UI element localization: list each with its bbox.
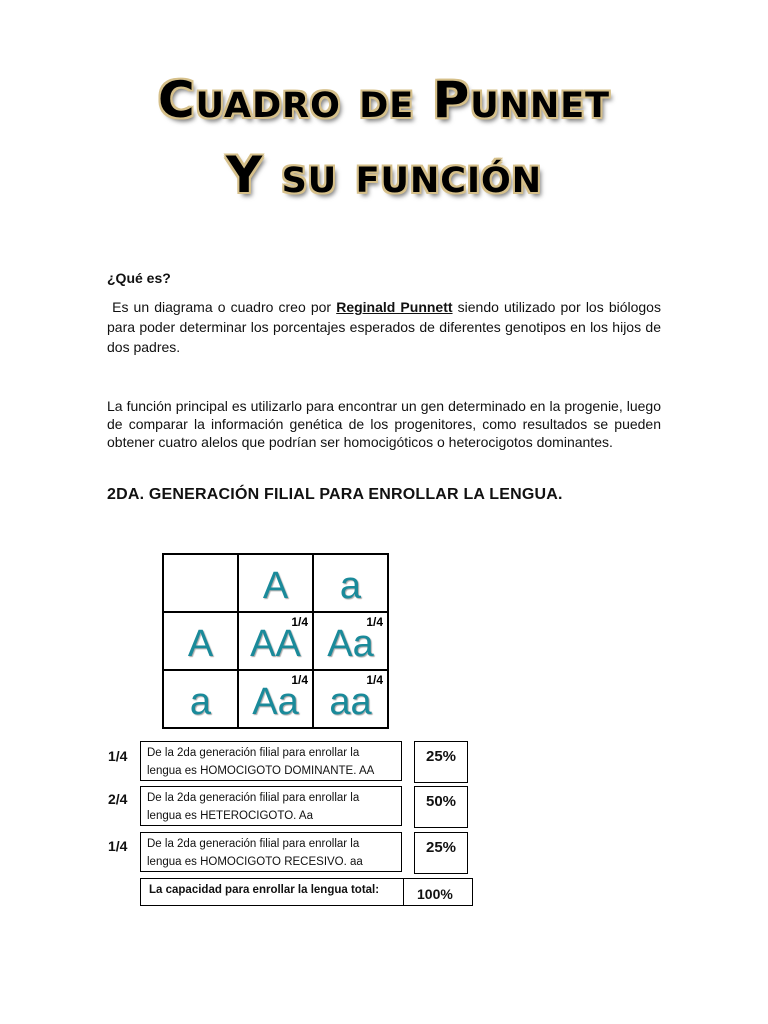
- punnett-row: [163, 612, 388, 670]
- punnett-col-header: a: [313, 554, 388, 612]
- total-row: [140, 878, 473, 906]
- result-percent: 25%: [414, 832, 468, 874]
- result-description: [140, 832, 402, 872]
- result-description-line: lengua es HOMOCIGOTO RECESIVO. aa: [147, 856, 363, 868]
- result-description-line: De la 2da generación filial para enrollar la: [147, 747, 360, 759]
- total-percent: 100%: [417, 886, 453, 902]
- result-percent: 50%: [414, 786, 468, 828]
- cell-fraction: 1/4: [291, 673, 308, 687]
- author-name: Reginald Punnett: [336, 299, 453, 315]
- paragraph-text-before: Es un diagrama o cuadro creo por: [112, 299, 332, 315]
- punnett-cell: [313, 670, 388, 728]
- punnett-row-header: a: [163, 670, 238, 728]
- definition-paragraph: [107, 297, 661, 357]
- result-description-line: De la 2da generación filial para enrollar la: [147, 792, 360, 804]
- punnett-row-header: A: [163, 612, 238, 670]
- result-probability: 1/4: [108, 838, 128, 854]
- function-paragraph: La función principal es utilizarlo para encontrar un gen determinado en la progenie, luego de comparar la información genética de los progenitores, como resultados se pueden obtener cuatro alelos que podrían ser homocigóticos o heterocigotos dominantes.: [107, 398, 661, 450]
- cell-genotype: aa: [329, 680, 372, 723]
- result-percent: 25%: [414, 741, 468, 783]
- what-is-heading: ¿Qué es?: [107, 270, 171, 286]
- result-description-line: lengua es HOMOCIGOTO DOMINANTE. AA: [147, 765, 375, 777]
- punnett-cell: [238, 612, 313, 670]
- cell-genotype: AA: [250, 622, 301, 665]
- punnett-col-header: A: [238, 554, 313, 612]
- result-probability: 2/4: [108, 791, 128, 807]
- result-description-line: De la 2da generación filial para enrollar la: [147, 838, 360, 850]
- punnett-cell: [313, 612, 388, 670]
- section-heading: 2DA. GENERACIÓN FILIAL PARA ENROLLAR LA LENGUA.: [107, 486, 563, 503]
- total-divider: [403, 879, 404, 905]
- punnett-corner-cell: [163, 554, 238, 612]
- punnett-cell: [238, 670, 313, 728]
- cell-fraction: 1/4: [366, 615, 383, 629]
- cell-genotype: Aa: [327, 622, 374, 665]
- result-description: [140, 741, 402, 781]
- punnett-header-row: [163, 554, 388, 612]
- cell-fraction: 1/4: [291, 615, 308, 629]
- result-description: [140, 786, 402, 826]
- result-probability: 1/4: [108, 748, 128, 764]
- cell-genotype: Aa: [252, 680, 299, 723]
- total-label: La capacidad para enrollar la lengua total:: [149, 884, 380, 896]
- document-title-line-1: Cuadro de Punnet: [157, 71, 611, 129]
- paragraph-text-after: siendo utilizado por los biólogos para poder determinar los porcentajes esperados de diferentes genotipos en los hijos de dos padres.: [107, 299, 661, 355]
- result-description-line: lengua es HETEROCIGOTO. Aa: [147, 810, 313, 822]
- cell-fraction: 1/4: [366, 673, 383, 687]
- punnett-row: [163, 670, 388, 728]
- punnett-square: [162, 553, 389, 729]
- document-title-line-2: Y su función: [225, 146, 543, 204]
